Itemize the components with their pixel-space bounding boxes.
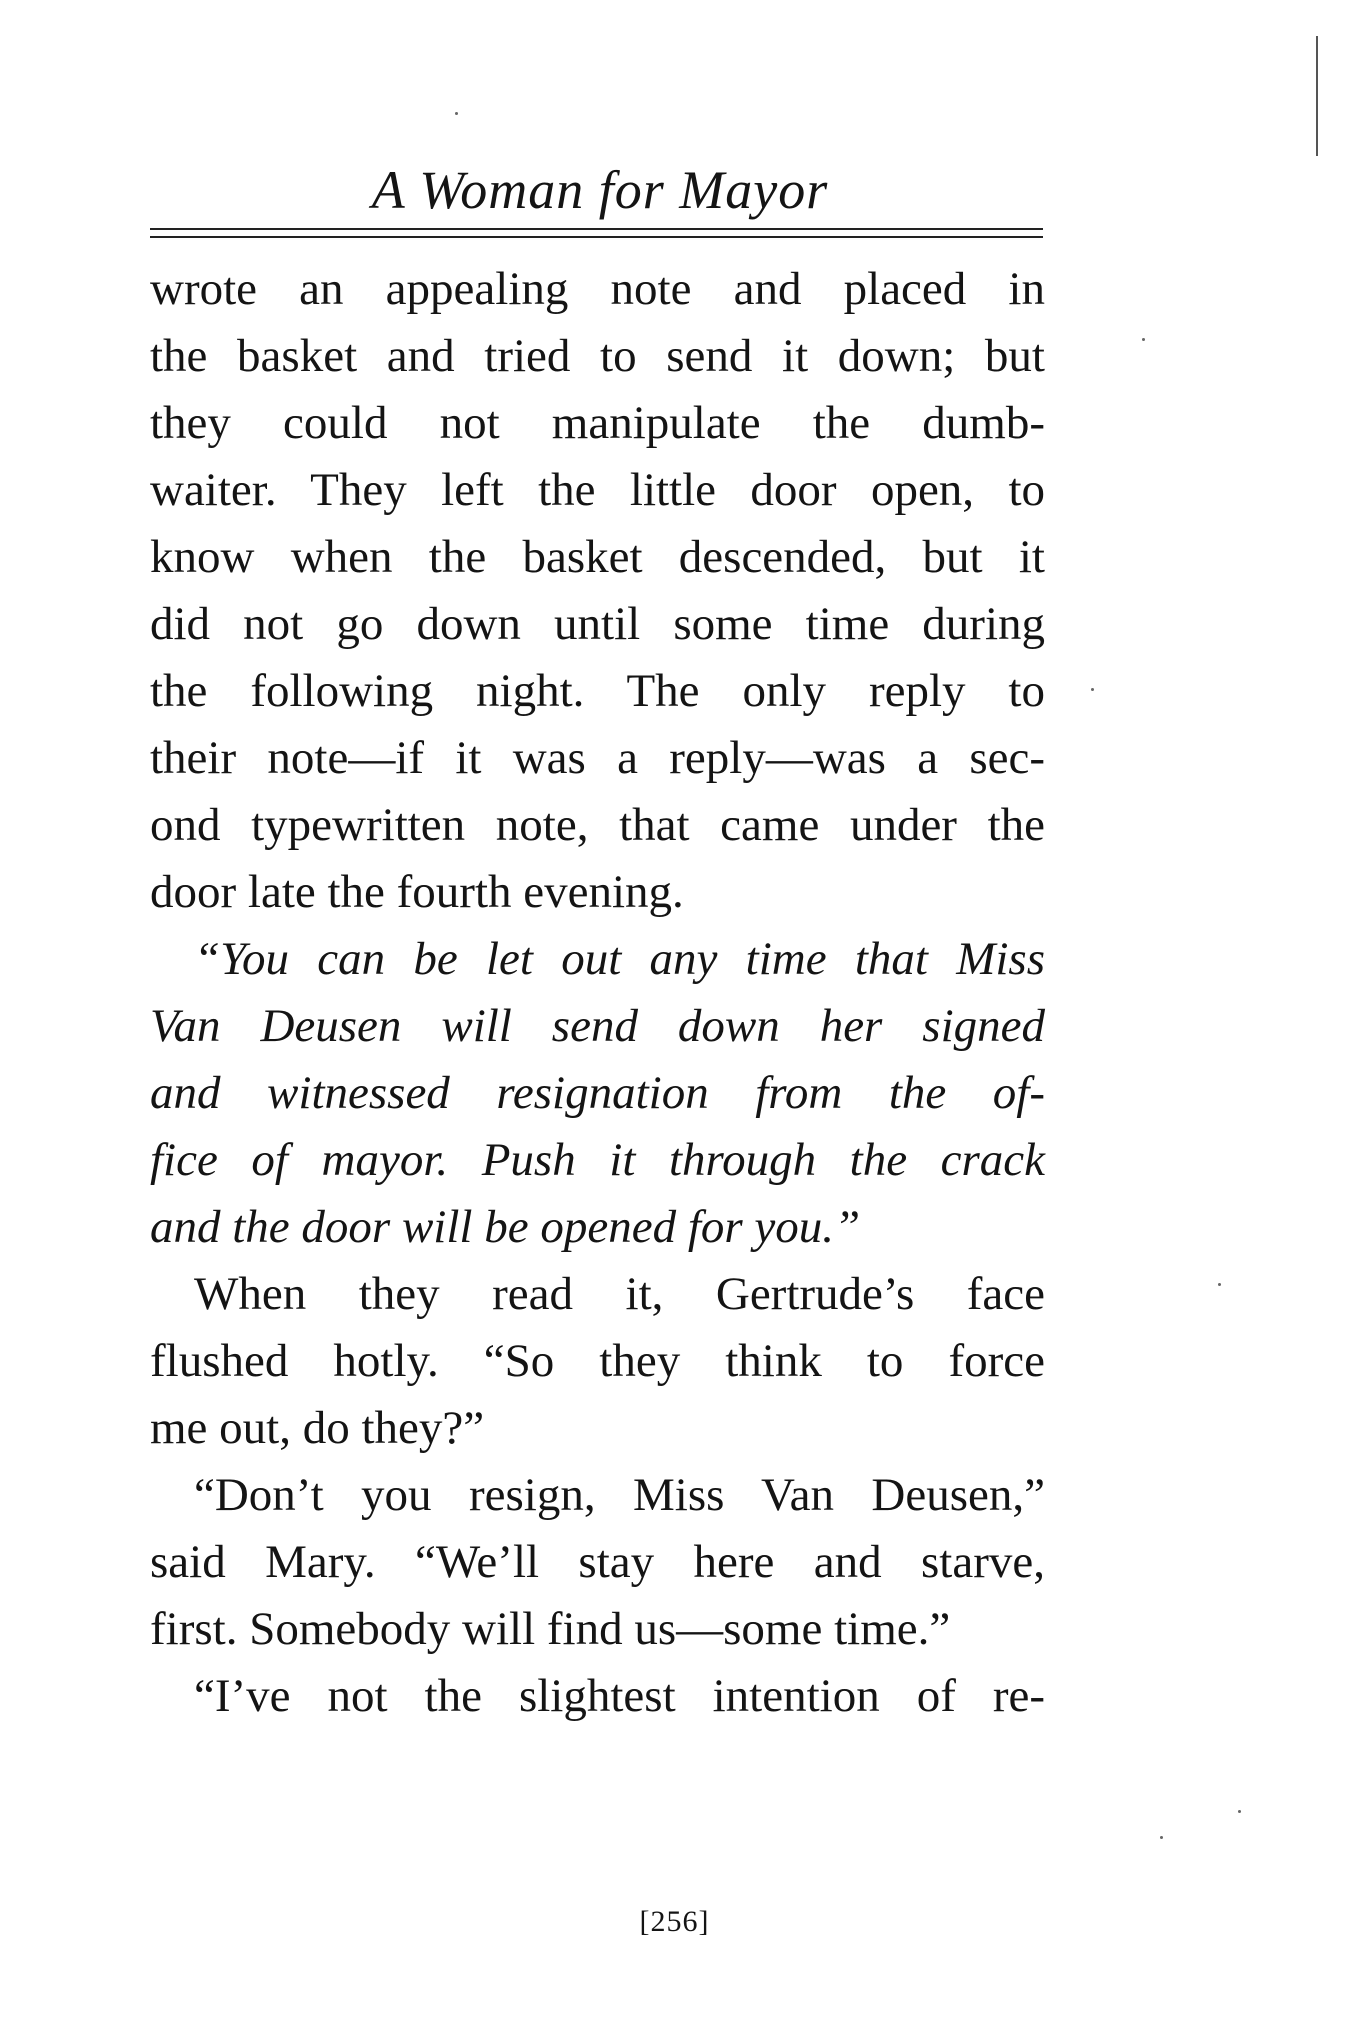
scan-speck (1218, 1283, 1221, 1286)
italic-text-line: and the door will be opened for you.” (150, 1201, 861, 1253)
text-line: “Don’t you resign, Miss Van Deusen,” (194, 1469, 1045, 1521)
scan-speck (1238, 1810, 1241, 1813)
scan-speck (455, 112, 458, 115)
body-text (150, 256, 1045, 1730)
text-line: did not go down until some time during (150, 598, 1045, 650)
text-line: their note—if it was a reply—was a sec- (150, 732, 1045, 784)
text-line: the basket and tried to send it down; but (150, 330, 1045, 382)
text-line: wrote an appealing note and placed in (150, 263, 1045, 315)
italic-text-line: fice of mayor. Push it through the crack (150, 1134, 1045, 1186)
scan-speck (1160, 1836, 1163, 1839)
text-line: When they read it, Gertrude’s face (194, 1268, 1045, 1320)
scan-margin-line (1316, 36, 1318, 156)
page-number: [256] (639, 1905, 710, 1938)
text-line: “I’ve not the slightest intention of re- (194, 1670, 1045, 1722)
text-line: waiter. They left the little door open, to (150, 464, 1045, 516)
italic-text-line: and witnessed resignation from the of- (150, 1067, 1045, 1119)
header-rule-bottom (150, 236, 1043, 238)
scan-speck (1091, 688, 1094, 691)
text-line: the following night. The only reply to (150, 665, 1045, 717)
running-head: A Woman for Mayor (371, 160, 829, 220)
text-line: ond typewritten note, that came under the (150, 799, 1045, 851)
text-line: first. Somebody will find us—some time.” (150, 1603, 951, 1655)
text-line: said Mary. “We’ll stay here and starve, (150, 1536, 1045, 1588)
italic-text-line: “You can be let out any time that Miss (194, 933, 1045, 985)
text-line: know when the basket descended, but it (150, 531, 1045, 583)
header-rule-top (150, 228, 1043, 230)
text-line: me out, do they?” (150, 1402, 485, 1454)
italic-text-line: Van Deusen will send down her signed (150, 1000, 1045, 1052)
text-line: door late the fourth evening. (150, 866, 684, 918)
text-line: they could not manipulate the dumb- (150, 397, 1045, 449)
scan-speck (1142, 338, 1145, 341)
text-line: flushed hotly. “So they think to force (150, 1335, 1045, 1387)
